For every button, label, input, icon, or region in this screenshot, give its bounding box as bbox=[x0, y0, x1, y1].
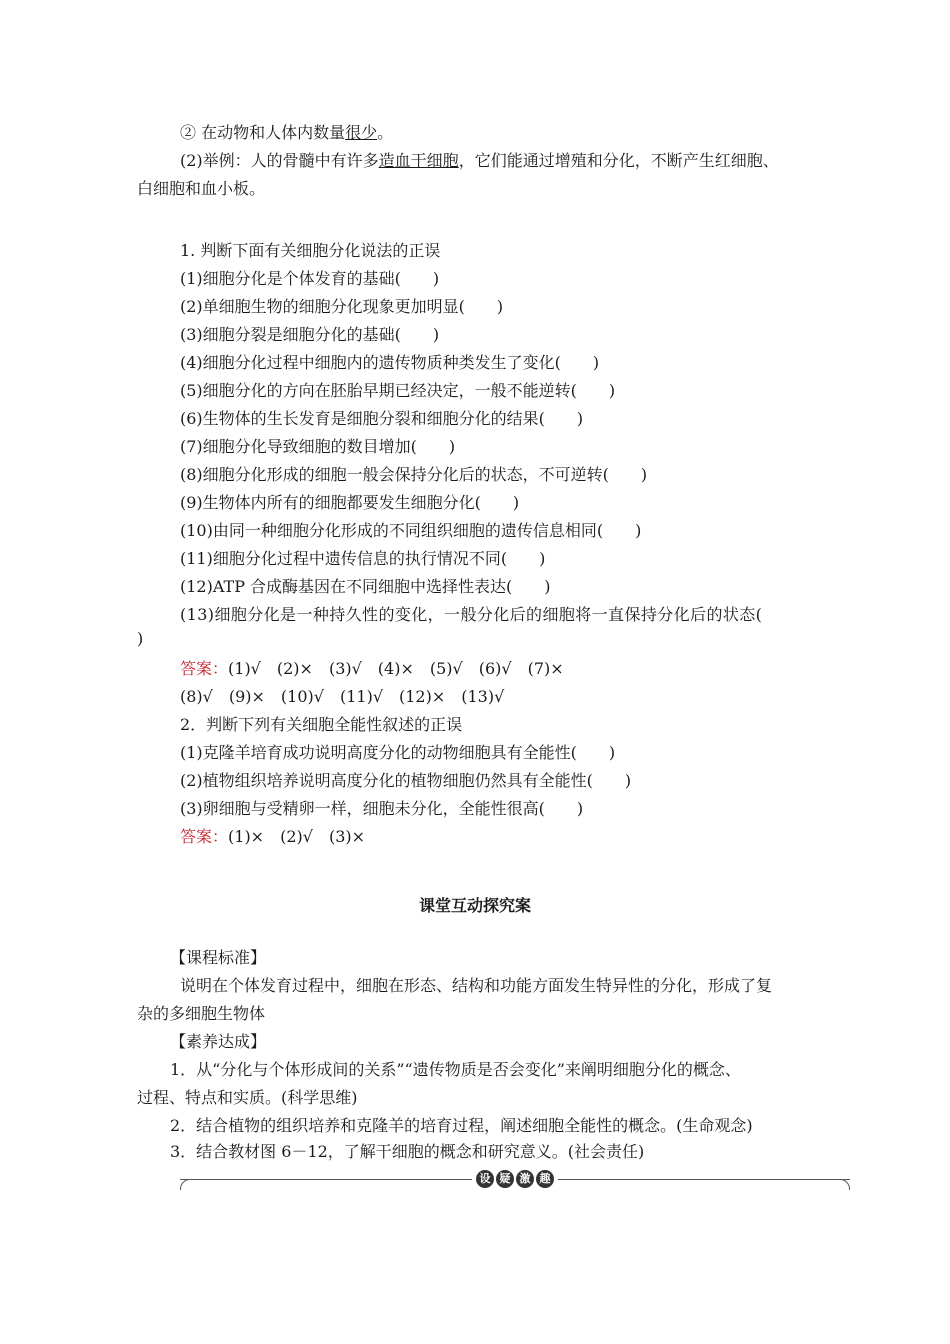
intro-line-1: ② 在动物和人体内数量很少。 bbox=[180, 123, 394, 142]
q1-item: (10)由同一种细胞分化形成的不同组织细胞的遗传信息相同( ) bbox=[180, 521, 642, 540]
badge-char: 设 bbox=[476, 1170, 494, 1188]
q2-answer-line: 答案：(1)× (2)√ (3)× bbox=[180, 827, 366, 846]
standard-text-line-1: 说明在个体发育过程中，细胞在形态、结构和功能方面发生特异性的分化，形成了复 bbox=[180, 976, 773, 995]
badge-char: 激 bbox=[516, 1170, 534, 1188]
literacy-item-1-line-1: 1．从“分化与个体形成间的关系”“遗传物质是否会变化”来阐明细胞分化的概念、 bbox=[170, 1060, 741, 1079]
badge-char: 疑 bbox=[496, 1170, 514, 1188]
intro-line-3: 白细胞和血小板。 bbox=[137, 179, 266, 198]
q1-item: (8)细胞分化形成的细胞一般会保持分化后的状态，不可逆转( ) bbox=[180, 465, 648, 484]
badge-char: 趣 bbox=[536, 1170, 554, 1188]
q1-heading: 1. 判断下面有关细胞分化说法的正误 bbox=[180, 241, 441, 260]
q1-answer-line-2: (8)√ (9)× (10)√ (11)√ (12)× (13)√ bbox=[180, 687, 505, 706]
literacy-item-3: 3．结合教材图 6－12，了解干细胞的概念和研究意义。(社会责任) bbox=[170, 1142, 645, 1161]
q1-item: (4)细胞分化过程中细胞内的遗传物质种类发生了变化( ) bbox=[180, 353, 600, 372]
q1-item: (3)细胞分裂是细胞分化的基础( ) bbox=[180, 325, 440, 344]
q1-item: (5)细胞分化的方向在胚胎早期已经决定，一般不能逆转( ) bbox=[180, 381, 616, 400]
literacy-heading: 【素养达成】 bbox=[170, 1032, 267, 1051]
q1-item: (6)生物体的生长发育是细胞分裂和细胞分化的结果( ) bbox=[180, 409, 584, 428]
divider-badge bbox=[472, 1170, 558, 1190]
q1-item: (9)生物体内所有的细胞都要发生细胞分化( ) bbox=[180, 493, 520, 512]
q1-item: (2)单细胞生物的细胞分化现象更加明显( ) bbox=[180, 297, 504, 316]
q1-item-continued: ) bbox=[137, 629, 144, 648]
divider-left-cap bbox=[180, 1179, 191, 1190]
q1-item: (12)ATP 合成酶基因在不同细胞中选择性表达( ) bbox=[180, 577, 551, 596]
divider-right-cap bbox=[839, 1179, 850, 1190]
literacy-item-2: 2．结合植物的组织培养和克隆羊的培育过程，阐述细胞全能性的概念。(生命观念) bbox=[170, 1116, 753, 1135]
answer-label: 答案： bbox=[180, 827, 229, 846]
q2-item: (2)植物组织培养说明高度分化的植物细胞仍然具有全能性( ) bbox=[180, 771, 632, 790]
literacy-item-1-line-2: 过程、特点和实质。(科学思维) bbox=[137, 1088, 358, 1107]
standard-text-line-2: 杂的多细胞生物体 bbox=[137, 1004, 266, 1023]
answer-label: 答案： bbox=[180, 659, 229, 678]
q2-item: (3)卵细胞与受精卵一样，细胞未分化，全能性很高( ) bbox=[180, 799, 584, 818]
q2-item: (1)克隆羊培育成功说明高度分化的动物细胞具有全能性( ) bbox=[180, 743, 616, 762]
q1-item: (13)细胞分化是一种持久性的变化，一般分化后的细胞将一直保持分化后的状态( bbox=[180, 605, 763, 624]
q2-heading: 2．判断下列有关细胞全能性叙述的正误 bbox=[180, 715, 463, 734]
q1-item: (1)细胞分化是个体发育的基础( ) bbox=[180, 269, 440, 288]
intro-line-2: (2)举例：人的骨髓中有许多造血干细胞，它们能通过增殖和分化，不断产生红细胞、 bbox=[180, 151, 779, 170]
q1-item: (11)细胞分化过程中遗传信息的执行情况不同( ) bbox=[180, 549, 546, 568]
q1-item: (7)细胞分化导致细胞的数目增加( ) bbox=[180, 437, 456, 456]
standard-heading: 【课程标准】 bbox=[170, 948, 267, 967]
q1-answer-line-1: 答案：(1)√ (2)× (3)√ (4)× (5)√ (6)√ (7)× bbox=[180, 659, 564, 678]
section-divider bbox=[180, 1170, 850, 1190]
section-title: 课堂互动探究案 bbox=[418, 896, 531, 915]
